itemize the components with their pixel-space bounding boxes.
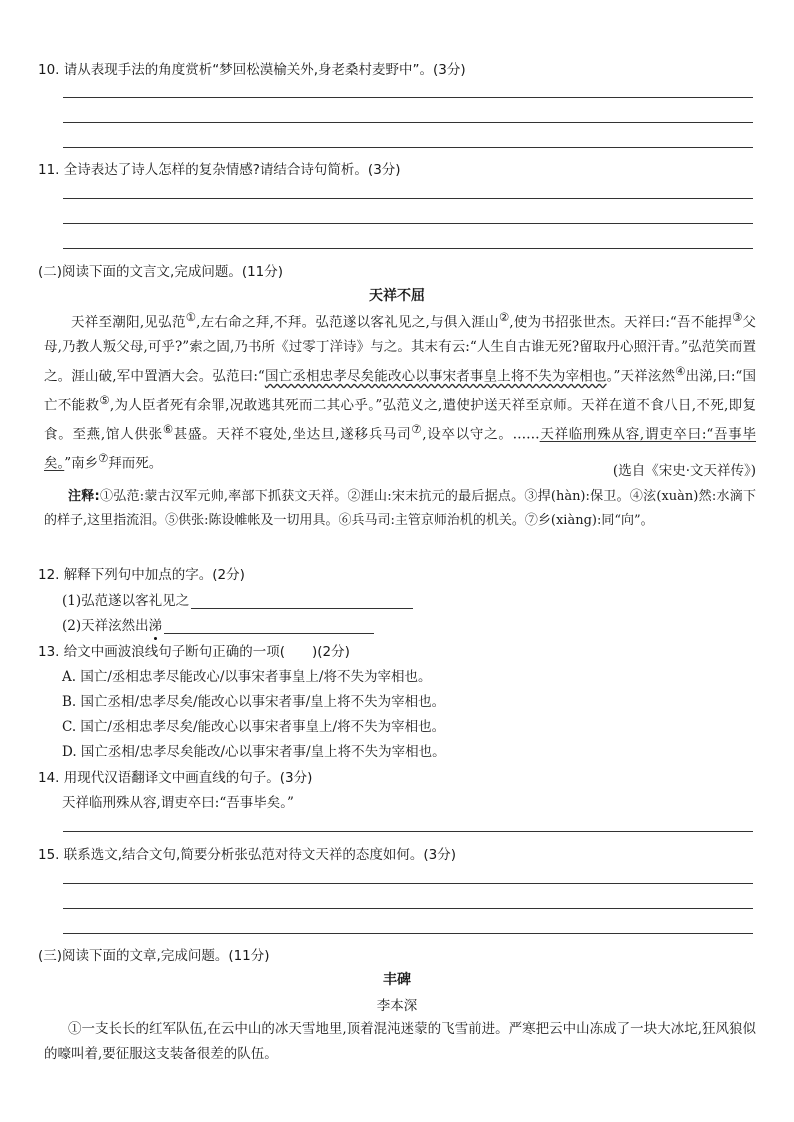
classical-passage [44, 306, 756, 476]
annotation-label: 注释: [68, 489, 100, 504]
translation-sentence: 天祥临刑殊从容,谓吏卒曰:“吾事毕矣。” [62, 795, 294, 811]
passage-text: 甚盛。天祥不寝处,坐达旦,遂移兵马司 [173, 426, 412, 443]
question-13: 13. 给文中画波浪线句子断句正确的一项( )(2分) [38, 644, 350, 660]
answer-line[interactable] [63, 198, 753, 199]
answer-line[interactable] [63, 97, 753, 98]
question-11: 11. 全诗表达了诗人怎样的复杂情感?请结合诗句简析。(3分) [38, 162, 401, 178]
footnote-mark: ⑥ [162, 422, 174, 436]
passage-text: 拜而死。 [108, 455, 163, 472]
answer-blank[interactable] [191, 594, 413, 609]
passage-text: ,为人臣者死有余罪,况敢逃其死而二其心乎。”弘范义之,遣使护送天祥至京师。天祥在道不食八日,不死,即复食。至燕,馆人供张 [44, 397, 757, 443]
question-15: 15. 联系选文,结合文句,简要分析张弘范对待文天祥的态度如何。(3分) [38, 847, 456, 863]
answer-line[interactable] [63, 908, 753, 909]
question-14: 14. 用现代汉语翻译文中画直线的句子。(3分) [38, 770, 313, 786]
footnote-mark: ⑤ [99, 393, 110, 407]
passage-text: 父母,乃教人叛父母,可乎?”索之固,乃书所《过零丁洋诗》与之。其末有云:“人生自古谁无死?留取丹心照汗青。”弘范笑而置之。涯山破,军中置酒大会。弘范曰:“ [44, 314, 756, 385]
answer-line[interactable] [63, 831, 753, 832]
option-c[interactable]: C. 国亡/丞相忠孝尽矣/能改心以事宋者事皇上/将不失为宰相也。 [62, 719, 446, 735]
q12-item-1-text: (1)弘范遂以客礼见之 [62, 593, 190, 609]
section-2-heading: (二)阅读下面的文言文,完成问题。(11分) [38, 264, 284, 280]
answer-line[interactable] [63, 223, 753, 224]
answer-line[interactable] [63, 147, 753, 148]
footnote-mark: ① [185, 311, 197, 324]
footnote-mark: ⑦ [411, 422, 423, 436]
answer-line[interactable] [63, 883, 753, 884]
passage-text: ,设卒以守之。…… [422, 426, 540, 443]
straight-underlined-sentence: 天祥临刑殊从容,谓吏卒曰:“吾事毕矣。 [44, 426, 757, 472]
option-d[interactable]: D. 国亡丞相/忠孝尽矣能改/心以事宋者事/皇上将不失为宰相也。 [62, 744, 446, 760]
q12-item-1 [62, 589, 413, 609]
passage-text: 。”天祥泫然 [606, 368, 676, 385]
annotation-text: ①弘范:蒙古汉军元帅,率部下抓获文天祥。②涯山:宋末抗元的最后据点。③捍(hàn):保卫。④泫(xuàn)然:水滴下的样子,这里指流泪。⑤供张:陈设帷帐及一切用具。⑥兵马司:主管京师治机的机关。⑦乡(xiàng):同“向”。 [44, 489, 756, 528]
footnote-mark: ② [498, 311, 510, 324]
section-3-heading: (三)阅读下面的文章,完成问题。(11分) [38, 948, 270, 964]
answer-line[interactable] [63, 248, 753, 249]
footnote-mark: ③ [732, 311, 743, 324]
passage-source: (选自《宋史·文天祥传》) [612, 463, 756, 479]
article-title: 丰碑 [383, 972, 411, 988]
passage-text: ”南乡 [64, 455, 99, 472]
article-author: 李本深 [376, 998, 418, 1014]
passage-text: ,使为书招张世杰。天祥曰:“吾不能捍 [509, 314, 733, 331]
passage-text: 出涕,曰:“国亡不能救 [44, 368, 756, 414]
passage-title: 天祥不屈 [369, 288, 425, 304]
footnote-mark: ④ [675, 364, 686, 378]
option-a[interactable]: A. 国亡/丞相忠孝尽能改心/以事宋者事皇上/将不失为宰相也。 [62, 669, 432, 685]
answer-line[interactable] [63, 933, 753, 934]
answer-line[interactable] [63, 122, 753, 123]
passage-text: ,左右命之拜,不拜。弘范遂以客礼见之,与俱入涯山 [196, 314, 499, 331]
question-10: 10. 请从表现手法的角度赏析“梦回松漠榆关外,身老桑村麦野中”。(3分) [38, 62, 466, 78]
article-paragraph-1: ①一支长长的红军队伍,在云中山的冰天雪地里,顶着混沌迷蒙的飞雪前进。严寒把云中山冻成了一块大冰坨,狂风狼似的嚎叫着,要征服这支装备很差的队伍。 [44, 1021, 756, 1062]
option-b[interactable]: B. 国亡丞相/忠孝尽矣/能改心以事宋者事/皇上将不失为宰相也。 [62, 694, 446, 710]
annotations [44, 485, 756, 533]
passage-text: 天祥至潮阳,见弘范 [71, 314, 186, 331]
q12-item-2 [62, 614, 374, 634]
q12-item-2-text: (2)天祥泫然出 [62, 618, 149, 634]
wavy-underlined-sentence: 国亡丞相忠孝尽矣能改心以事宋者事皇上将不失为宰相也 [264, 368, 607, 385]
dotted-character: 涕 [148, 618, 163, 634]
question-12: 12. 解释下列句中加点的字。(2分) [38, 567, 245, 583]
answer-blank[interactable] [164, 619, 374, 634]
footnote-mark: ⑦ [98, 451, 109, 465]
